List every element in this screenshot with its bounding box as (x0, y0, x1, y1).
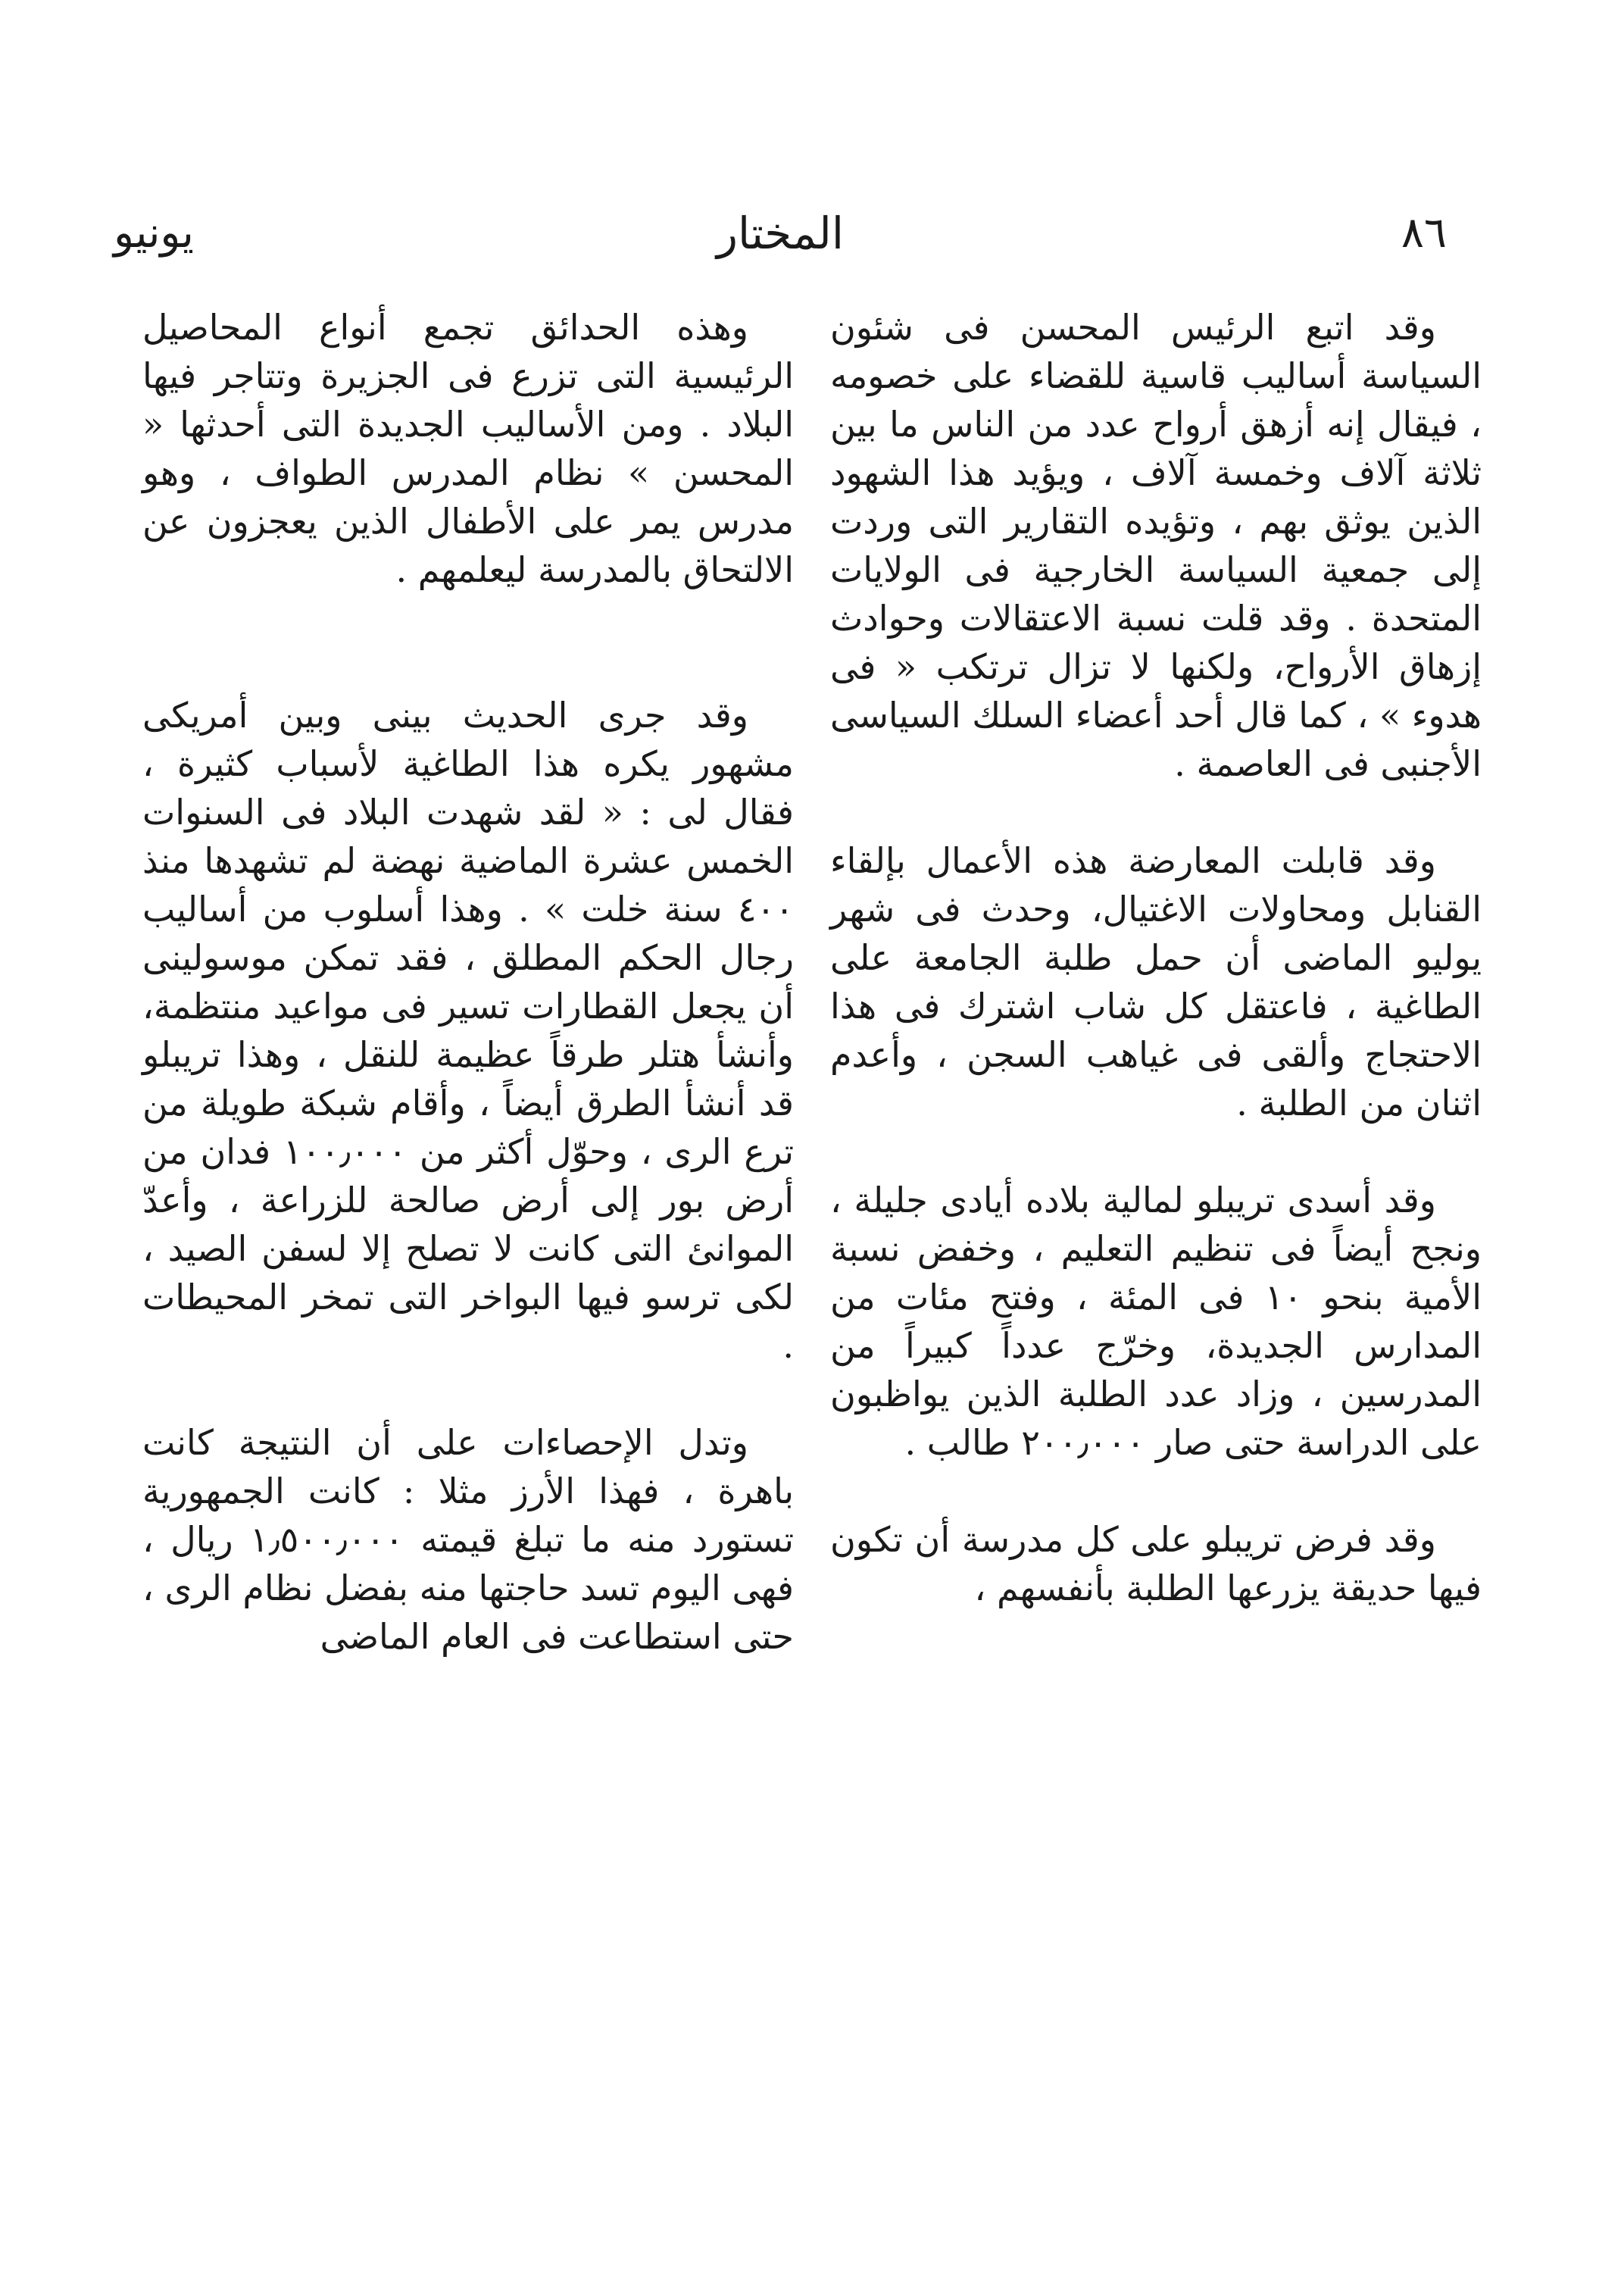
paragraph: وتدل الإحصاءات على أن النتيجة كانت باهرة ، فهذا الأرز مثلا : كانت الجمهورية تستورد منه ما تبلغ قيمته ١٫٥٠٠٫٠٠٠ ريال ، فهى اليوم تسد حاجتها منه بفضل نظام الرى ، حتى استطاعت فى العام الماضى (142, 1422, 795, 1657)
paragraph: وقد جرى الحديث بينى وبين أمريكى مشهور يكره هذا الطاغية لأسباب كثيرة ، فقال لى : « لقد شهدت البلاد فى السنوات الخمس عشرة الماضية نهضة لم تشهدها منذ ٤٠٠ سنة خلت » . وهذا أسلوب من أساليب رجال الحكم المطلق ، فقد تمكن موسولينى أن يجعل القطارات تسير فى مواعيد منتظمة، وأنشأ هتلر طرقاً عظيمة للنقل ، وهذا تريبلو قد أنشأ الطرق أيضاً ، وأقام شبكة طويلة من ترع الرى ، وحوّل أكثر من ١٠٠٫٠٠٠ فدان من أرض بور إلى أرض صالحة للزراعة ، وأعدّ الموانئ التى كانت لا تصلح إلا لسفن الصيد ، لكى ترسو فيها البواخر التى تمخر المحيطات . (142, 695, 794, 1366)
paragraph: وهذه الحدائق تجمع أنواع المحاصيل الرئيسية التى تزرع فى الجزيرة وتتاجر فيها البلاد . ومن الأساليب الجديدة التى أحدثها « المحسن » نظام المدرس الطواف ، وهو مدرس يمر على الأطفال الذين يعجزون عن الالتحاق بالمدرسة ليعلمهم . (142, 307, 794, 590)
issue-month: يونيو (114, 208, 194, 258)
magazine-title: المختار (717, 208, 844, 259)
right-column (830, 303, 1482, 1612)
page-header (114, 203, 1447, 264)
paragraph: وقد أسدى تريبلو لمالية بلاده أيادى جليلة ، ونجح أيضاً فى تنظيم التعليم ، وخفض نسبة الأمية بنحو ١٠ فى المئة ، وفتح مئات من المدارس الجديدة، وخرّج عدداً كبيراً من المدرسين ، وزاد عدد الطلبة الذين يواظبون على الدراسة حتى صار ٢٠٠٫٠٠٠ طالب . (830, 1180, 1482, 1463)
paragraph: وقد اتبع الرئيس المحسن فى شئون السياسة أساليب قاسية للقضاء على خصومه ، فيقال إنه أزهق أرواح عدد من الناس ما بين ثلاثة آلاف وخمسة آلاف ، ويؤيد هذا الشهود الذين يوثق بهم ، وتؤيده التقارير التى وردت إلى جمعية السياسة الخارجية فى الولايات المتحدة . وقد قلت نسبة الاعتقالات وحوادث إزهاق الأرواح، ولكنها لا تزال ترتكب « فى هدوء » ، كما قال أحد أعضاء السلك السياسى الأجنبى فى العاصمة . (830, 307, 1482, 784)
left-column (142, 303, 794, 1661)
page-number: ٨٦ (1401, 208, 1447, 258)
paragraph: وقد قابلت المعارضة هذه الأعمال بإلقاء القنابل ومحاولات الاغتيال، وحدث فى شهر يوليو الماضى أن حمل طلبة الجامعة على الطاغية ، فاعتقل كل شاب اشترك فى هذا الاحتجاج وألقى فى غياهب السجن ، وأعدم اثنان من الطلبة . (830, 840, 1482, 1124)
paragraph: وقد فرض تريبلو على كل مدرسة أن تكون فيها حديقة يزرعها الطلبة بأنفسهم ، (830, 1519, 1482, 1608)
